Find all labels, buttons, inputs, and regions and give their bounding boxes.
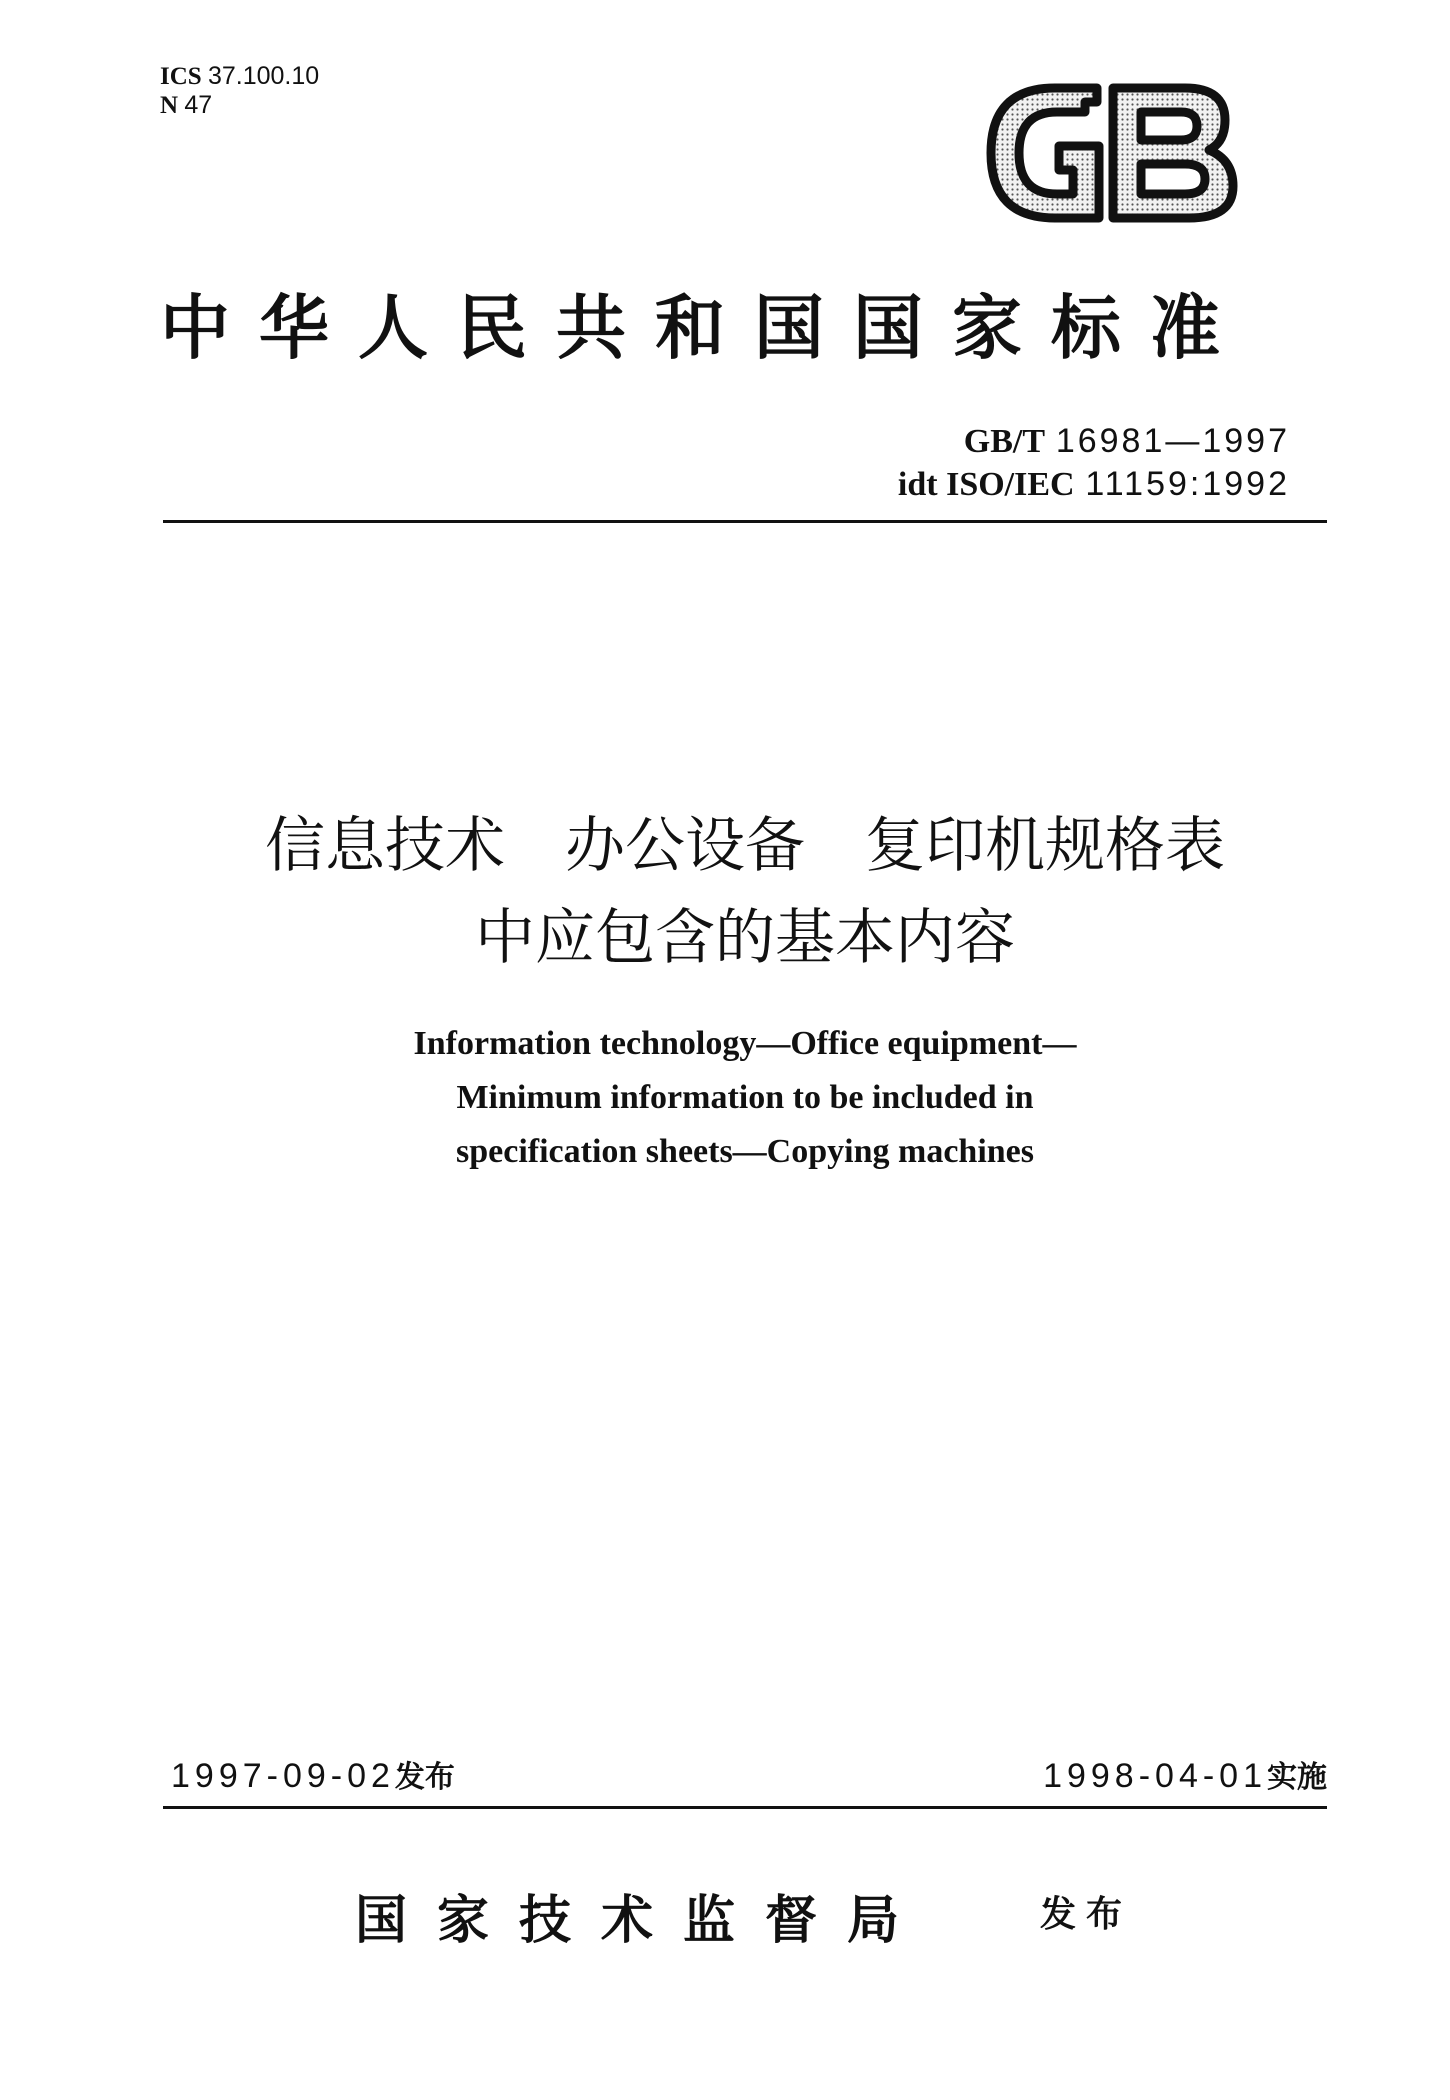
ics-label: ICS bbox=[160, 63, 202, 90]
idt-number: 11159:1992 bbox=[1085, 465, 1290, 503]
standard-title: 中华人民共和国国家标准 bbox=[160, 286, 1249, 369]
idt-prefix: idt ISO/IEC bbox=[897, 466, 1075, 503]
chinese-title-line-2: 中应包含的基本内容 bbox=[475, 903, 1015, 973]
idt-reference bbox=[898, 463, 1290, 506]
implement-date: 1998-04-01 bbox=[1043, 1757, 1267, 1795]
chinese-title-line-1 bbox=[0, 800, 1450, 892]
gb-emblem-icon bbox=[985, 82, 1240, 224]
ics-line bbox=[160, 62, 319, 91]
title-part-2: 办公设备 bbox=[565, 811, 805, 881]
n-label: N bbox=[160, 92, 179, 119]
n-line bbox=[160, 91, 319, 120]
issue-date: 1997-09-02 bbox=[171, 1757, 395, 1795]
title-part-3: 复印机规格表 bbox=[865, 811, 1225, 881]
implement-date-block bbox=[1043, 1752, 1327, 1796]
issue-label: 发布 bbox=[394, 1760, 455, 1795]
standard-number-block bbox=[898, 420, 1290, 506]
english-title-line-3: specification sheets—Copying machines bbox=[456, 1133, 1034, 1170]
n-code: 47 bbox=[184, 91, 213, 119]
publisher-name: 国家技术监督局 bbox=[355, 1890, 930, 1951]
standard-number-value: 16981—1997 bbox=[1055, 422, 1290, 460]
standard-prefix: GB/T bbox=[963, 423, 1045, 460]
ics-code: 37.100.10 bbox=[207, 62, 320, 90]
issue-date-block bbox=[171, 1752, 455, 1796]
bottom-divider bbox=[163, 1806, 1327, 1809]
dates-row bbox=[163, 1752, 1327, 1800]
english-title-line-1: Information technology—Office equipment— bbox=[413, 1025, 1077, 1062]
english-title-line-2: Minimum information to be included in bbox=[456, 1079, 1034, 1116]
english-title bbox=[0, 1017, 1450, 1179]
top-divider bbox=[163, 520, 1327, 523]
implement-label: 实施 bbox=[1267, 1760, 1327, 1795]
classification-codes bbox=[160, 62, 319, 120]
chinese-title bbox=[0, 800, 1450, 984]
standard-number bbox=[898, 420, 1290, 463]
title-part-1: 信息技术 bbox=[265, 811, 505, 881]
publisher-suffix: 发布 bbox=[1040, 1894, 1133, 1935]
